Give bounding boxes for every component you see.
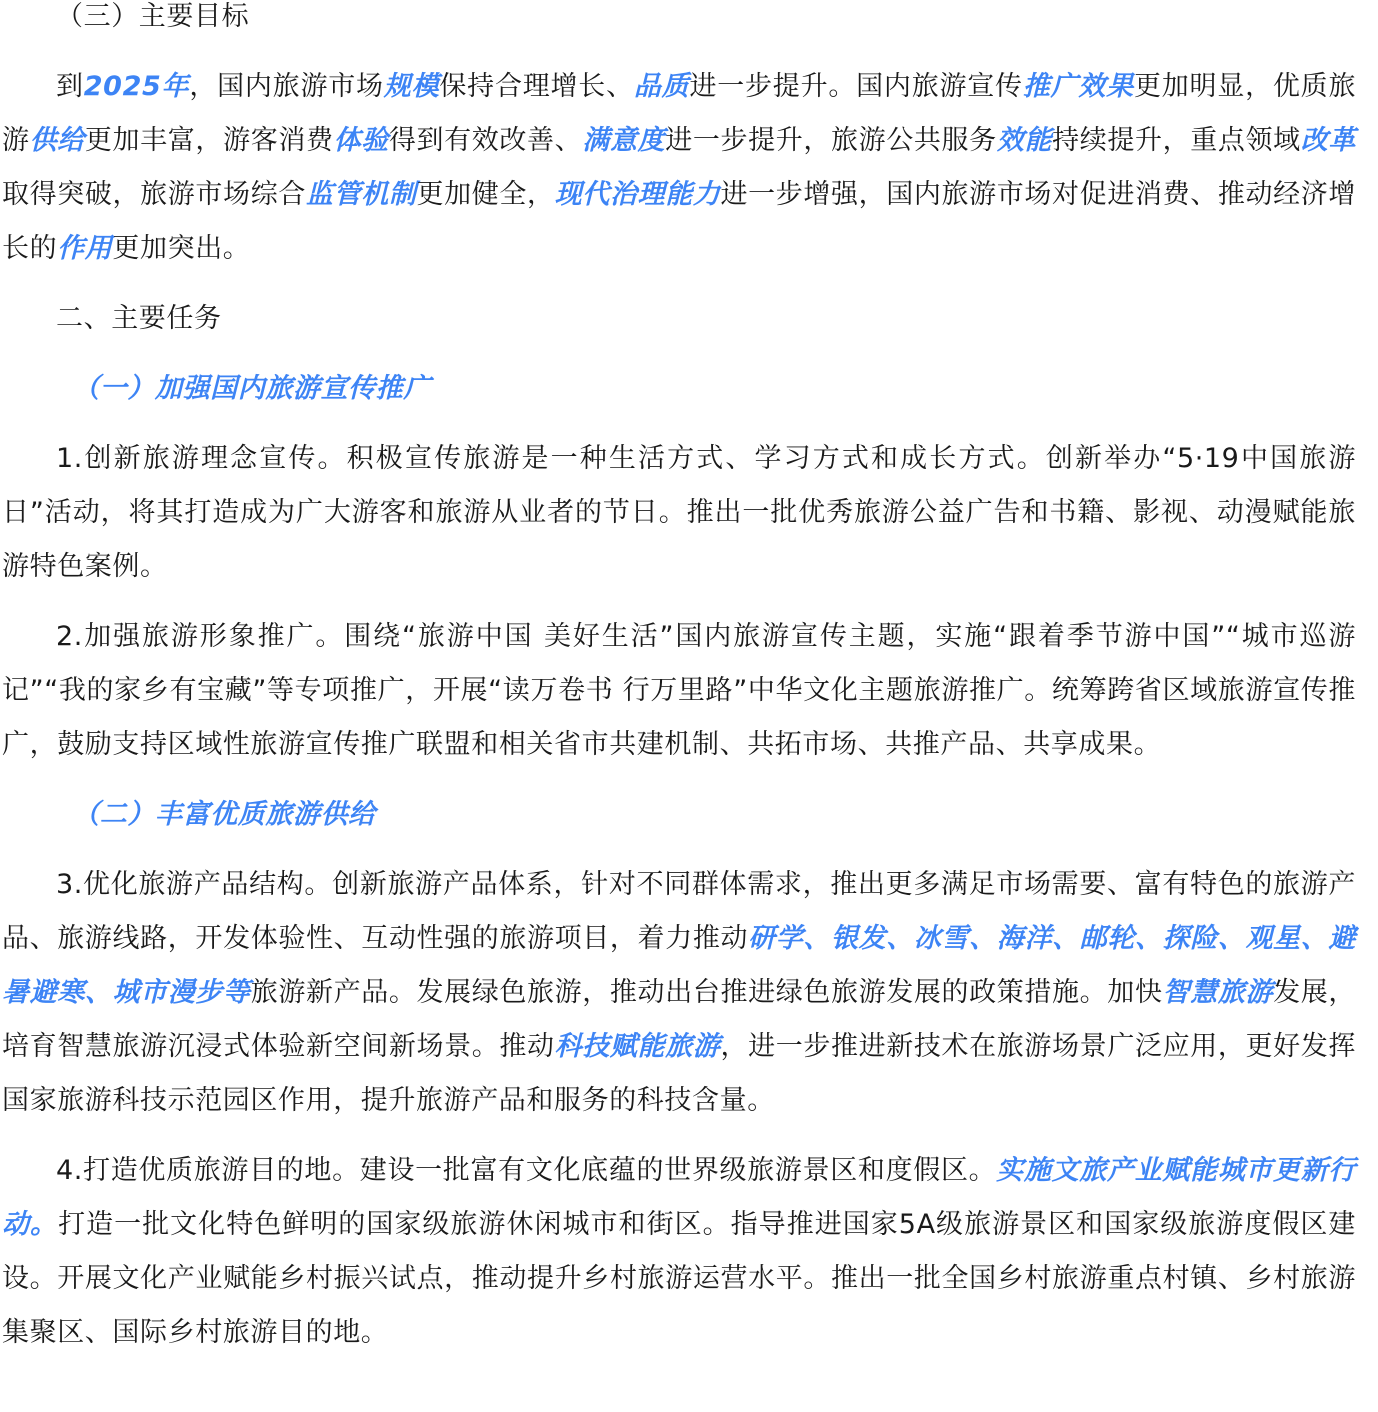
text-run: （一）加强国内旅游宣传推广 <box>72 373 431 404</box>
text-run: 得到有效改善、 <box>388 125 583 156</box>
task-1-paragraph <box>2 432 1356 594</box>
text-run: 保持合理增长、 <box>439 71 634 102</box>
text-run: 进一步提升。国内旅游宣传 <box>689 71 1023 102</box>
highlighted-text: 改革 <box>1300 125 1357 156</box>
highlighted-text: 实施文旅产业赋能城市更新行动。 <box>2 1155 1356 1240</box>
text-run: 取得突破，旅游市场综合 <box>2 179 306 210</box>
text-run: （二）丰富优质旅游供给 <box>72 799 376 830</box>
text-run: 更加突出。 <box>112 233 251 264</box>
text-run: 到 <box>56 71 84 102</box>
highlighted-text: 品质 <box>633 71 690 102</box>
task-4-paragraph <box>2 1144 1356 1360</box>
text-run: 更加丰富，游客消费 <box>84 125 334 156</box>
highlighted-text: 作用 <box>57 233 113 264</box>
text-run: 更加健全， <box>416 179 555 210</box>
task-2-paragraph <box>2 610 1356 772</box>
text-run: 持续提升，重点领域 <box>1052 125 1301 156</box>
highlighted-text: 推广效果 <box>1022 71 1134 102</box>
text-run: 2.加强旅游形象推广。围绕“旅游中国 美好生活”国内旅游宣传主题，实施“跟着季节游中国”“城市巡游记”“我的家乡有宝藏”等专项推广，开展“读万卷书 行万里路”中华文化主题旅游推广。统筹跨省区域旅游宣传推广，鼓励支持区域性旅游宣传推广联盟和相关省市共建机制、共拓市场、共推产品、共享成果。 <box>2 621 1356 760</box>
highlighted-text: 供给 <box>29 125 85 156</box>
text-run: ，进一步推进新技术在旅游场景广泛应用，更好发挥国家旅游科技示范园区作用，提升旅游产品和服务的科技含量。 <box>2 1031 1356 1116</box>
tasks-heading <box>2 292 1356 346</box>
task-group-1-heading <box>2 362 1356 416</box>
highlighted-text: 现代治理能力 <box>554 179 721 210</box>
task-3-paragraph <box>2 858 1356 1128</box>
task-group-2-heading <box>2 788 1356 842</box>
text-run: 旅游新产品。发展绿色旅游，推动出台推进绿色旅游发展的政策措施。加快 <box>250 977 1163 1008</box>
goal-heading <box>2 0 1356 44</box>
highlighted-text: 科技赋能旅游 <box>554 1031 721 1062</box>
text-run: 进一步增强，国内旅游市场对促进消费、推动经济增长的 <box>2 179 1356 264</box>
highlighted-text: 监管机制 <box>305 179 417 210</box>
highlighted-text: 研学、银发、冰雪、海洋、邮轮、探险、观星、避暑避寒、城市漫步等 <box>2 923 1357 1008</box>
text-run: 打造一批文化特色鲜明的国家级旅游休闲城市和街区。指导推进国家5A级旅游景区和国家级旅游度假区建设。开展文化产业赋能乡村振兴试点，推动提升乡村旅游运营水平。推出一批全国乡村旅游重点村镇、乡村旅游集聚区、国际乡村旅游目的地。 <box>2 1209 1356 1348</box>
text-run: ，国内旅游市场 <box>189 71 384 102</box>
highlighted-text: 2025年 <box>83 71 190 102</box>
highlighted-text: 体验 <box>333 125 389 156</box>
text-run: 4.打造优质旅游目的地。建设一批富有文化底蕴的世界级旅游景区和度假区。 <box>56 1155 997 1186</box>
highlighted-text: 规模 <box>383 71 440 102</box>
goal-paragraph <box>2 60 1356 276</box>
text-run: （三）主要目标 <box>56 1 250 32</box>
text-run: 进一步提升，旅游公共服务 <box>665 125 997 156</box>
text-run: 发展，培育智慧旅游沉浸式体验新空间新场景。推动 <box>2 977 1356 1062</box>
highlighted-text: 效能 <box>996 125 1053 156</box>
text-run: 1.创新旅游理念宣传。积极宣传旅游是一种生活方式、学习方式和成长方式。创新举办“5·19中国旅游日”活动，将其打造成为广大游客和旅游从业者的节日。推出一批优秀旅游公益广告和书籍、影视、动漫赋能旅游特色案例。 <box>2 443 1356 582</box>
highlighted-text: 满意度 <box>582 125 666 156</box>
highlighted-text: 智慧旅游 <box>1162 977 1274 1008</box>
text-run: 更加明显，优质旅游 <box>2 71 1357 156</box>
text-run: 3.优化旅游产品结构。创新旅游产品体系，针对不同群体需求，推出更多满足市场需要、富有特色的旅游产品、旅游线路，开发体验性、互动性强的旅游项目，着力推动 <box>2 869 1356 954</box>
text-run: 二、主要任务 <box>56 303 222 334</box>
